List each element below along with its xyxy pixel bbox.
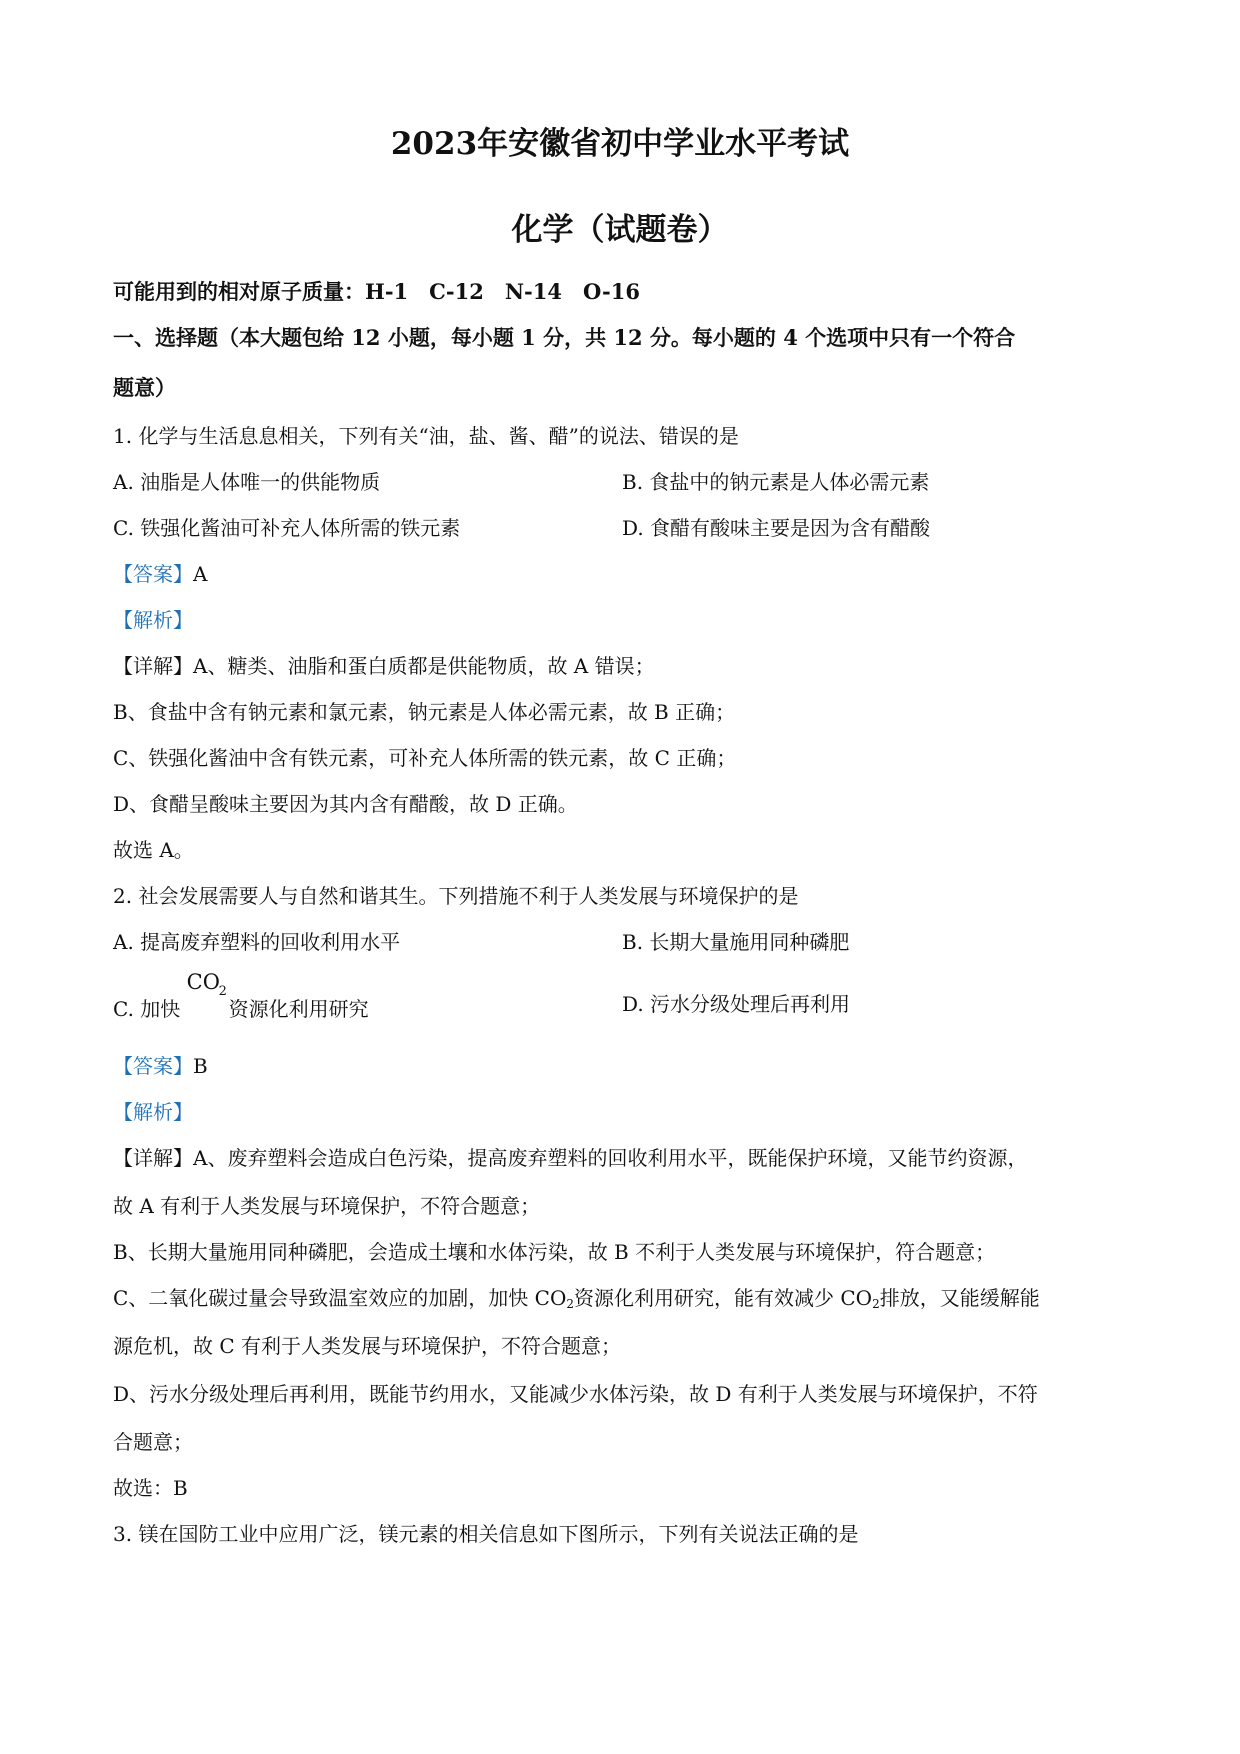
detail-c-text-3: 排放，又能缓解能 (879, 1286, 1040, 1310)
exam-subtitle: 化学（试题卷） (511, 212, 729, 248)
q1-option-b: B. 食盐中的钠元素是人体必需元素 (622, 470, 930, 494)
option-c-suffix: 资源化利用研究 (228, 997, 369, 1021)
q1-stem: 1. 化学与生活息息相关，下列有关“油，盐、酱、醋”的说法、错误的是 (113, 424, 739, 448)
q2-analysis-label: 【解析】 (113, 1100, 193, 1124)
detail-c-text-2: 资源化利用研究，能有效减少 CO (574, 1286, 873, 1310)
q2-detail-d-cont: 合题意； (113, 1430, 193, 1454)
q1-answer (113, 558, 207, 587)
q1-detail-d: D、食醋呈酸味主要因为其内含有醋酸，故 D 正确。 (113, 792, 578, 816)
q2-detail-a (113, 1142, 1027, 1171)
detail-c-subscript-2: 2 (872, 1297, 880, 1311)
detail-c-text-1: C、二氧化碳过量会导致温室效应的加剧，加快 CO (113, 1286, 567, 1310)
section1-heading: 一、选择题（本大题包给 12 小题，每小题 1 分，共 12 分。每小题的 4 个选项中只有一个符合 (113, 325, 1016, 350)
atomic-masses: 可能用到的相对原子质量：H-1 C-12 N-14 O-16 (113, 279, 640, 304)
q1-option-d: D. 食醋有酸味主要是因为含有醋酸 (622, 516, 931, 540)
q1-option-a: A. 油脂是人体唯一的供能物质 (113, 470, 381, 494)
detail-label: 【详解】 (113, 1146, 193, 1170)
q2-detail-a-cont: 故 A 有利于人类发展与环境保护，不符合题意； (113, 1194, 541, 1218)
exam-title: 2023年安徽省初中学业水平考试 (390, 126, 850, 162)
q1-detail-b: B、食盐中含有钠元素和氯元素，钠元素是人体必需元素，故 B 正确； (113, 700, 736, 724)
co2-formula-text: CO (186, 970, 220, 994)
q2-option-d: D. 污水分级处理后再利用 (622, 992, 851, 1016)
q2-detail-c-cont: 源危机，故 C 有利于人类发展与环境保护，不符合题意； (113, 1334, 622, 1358)
q1-conclusion: 故选 A。 (113, 838, 194, 862)
answer-label: 【答案】 (113, 1054, 193, 1078)
q2-stem: 2. 社会发展需要人与自然和谐其生。下列措施不利于人类发展与环境保护的是 (113, 884, 799, 908)
q1-option-c: C. 铁强化酱油可补充人体所需的铁元素 (113, 516, 461, 540)
detail-label: 【详解】 (113, 654, 193, 678)
option-c-prefix: C. 加快 (113, 997, 181, 1021)
answer-value: A (193, 562, 208, 586)
q3-stem: 3. 镁在国防工业中应用广泛，镁元素的相关信息如下图所示，下列有关说法正确的是 (113, 1522, 859, 1546)
q1-detail-c: C、铁强化酱油中含有铁元素，可补充人体所需的铁元素，故 C 正确； (113, 746, 737, 770)
q2-conclusion: 故选：B (113, 1476, 188, 1500)
co2-formula-subscript: 2 (218, 984, 227, 999)
co2-formula (186, 970, 229, 1016)
q2-option-a: A. 提高废弃塑料的回收利用水平 (113, 930, 401, 954)
q2-detail-c (113, 1282, 1040, 1311)
answer-value: B (193, 1054, 208, 1078)
q2-detail-b: B、长期大量施用同种磷肥，会造成土壤和水体污染，故 B 不利于人类发展与环境保护，符合题意； (113, 1240, 996, 1264)
q1-analysis-label: 【解析】 (113, 608, 193, 632)
detail-c-subscript-1: 2 (566, 1297, 574, 1311)
q2-option-b: B. 长期大量施用同种磷肥 (622, 930, 850, 954)
section1-heading-cont: 题意） (113, 375, 176, 400)
q1-detail-a (113, 650, 655, 679)
answer-label: 【答案】 (113, 562, 193, 586)
q2-option-c (113, 970, 369, 1022)
q2-detail-d: D、污水分级处理后再利用，既能节约用水，又能减少水体污染，故 D 有利于人类发展与环境保护，不符 (113, 1382, 1038, 1406)
q2-answer (113, 1050, 208, 1079)
detail-text: A、糖类、油脂和蛋白质都是供能物质，故 A 错误； (193, 654, 655, 678)
detail-text: A、废弃塑料会造成白色污染，提高废弃塑料的回收利用水平，既能保护环境，又能节约资源， (193, 1146, 1028, 1170)
